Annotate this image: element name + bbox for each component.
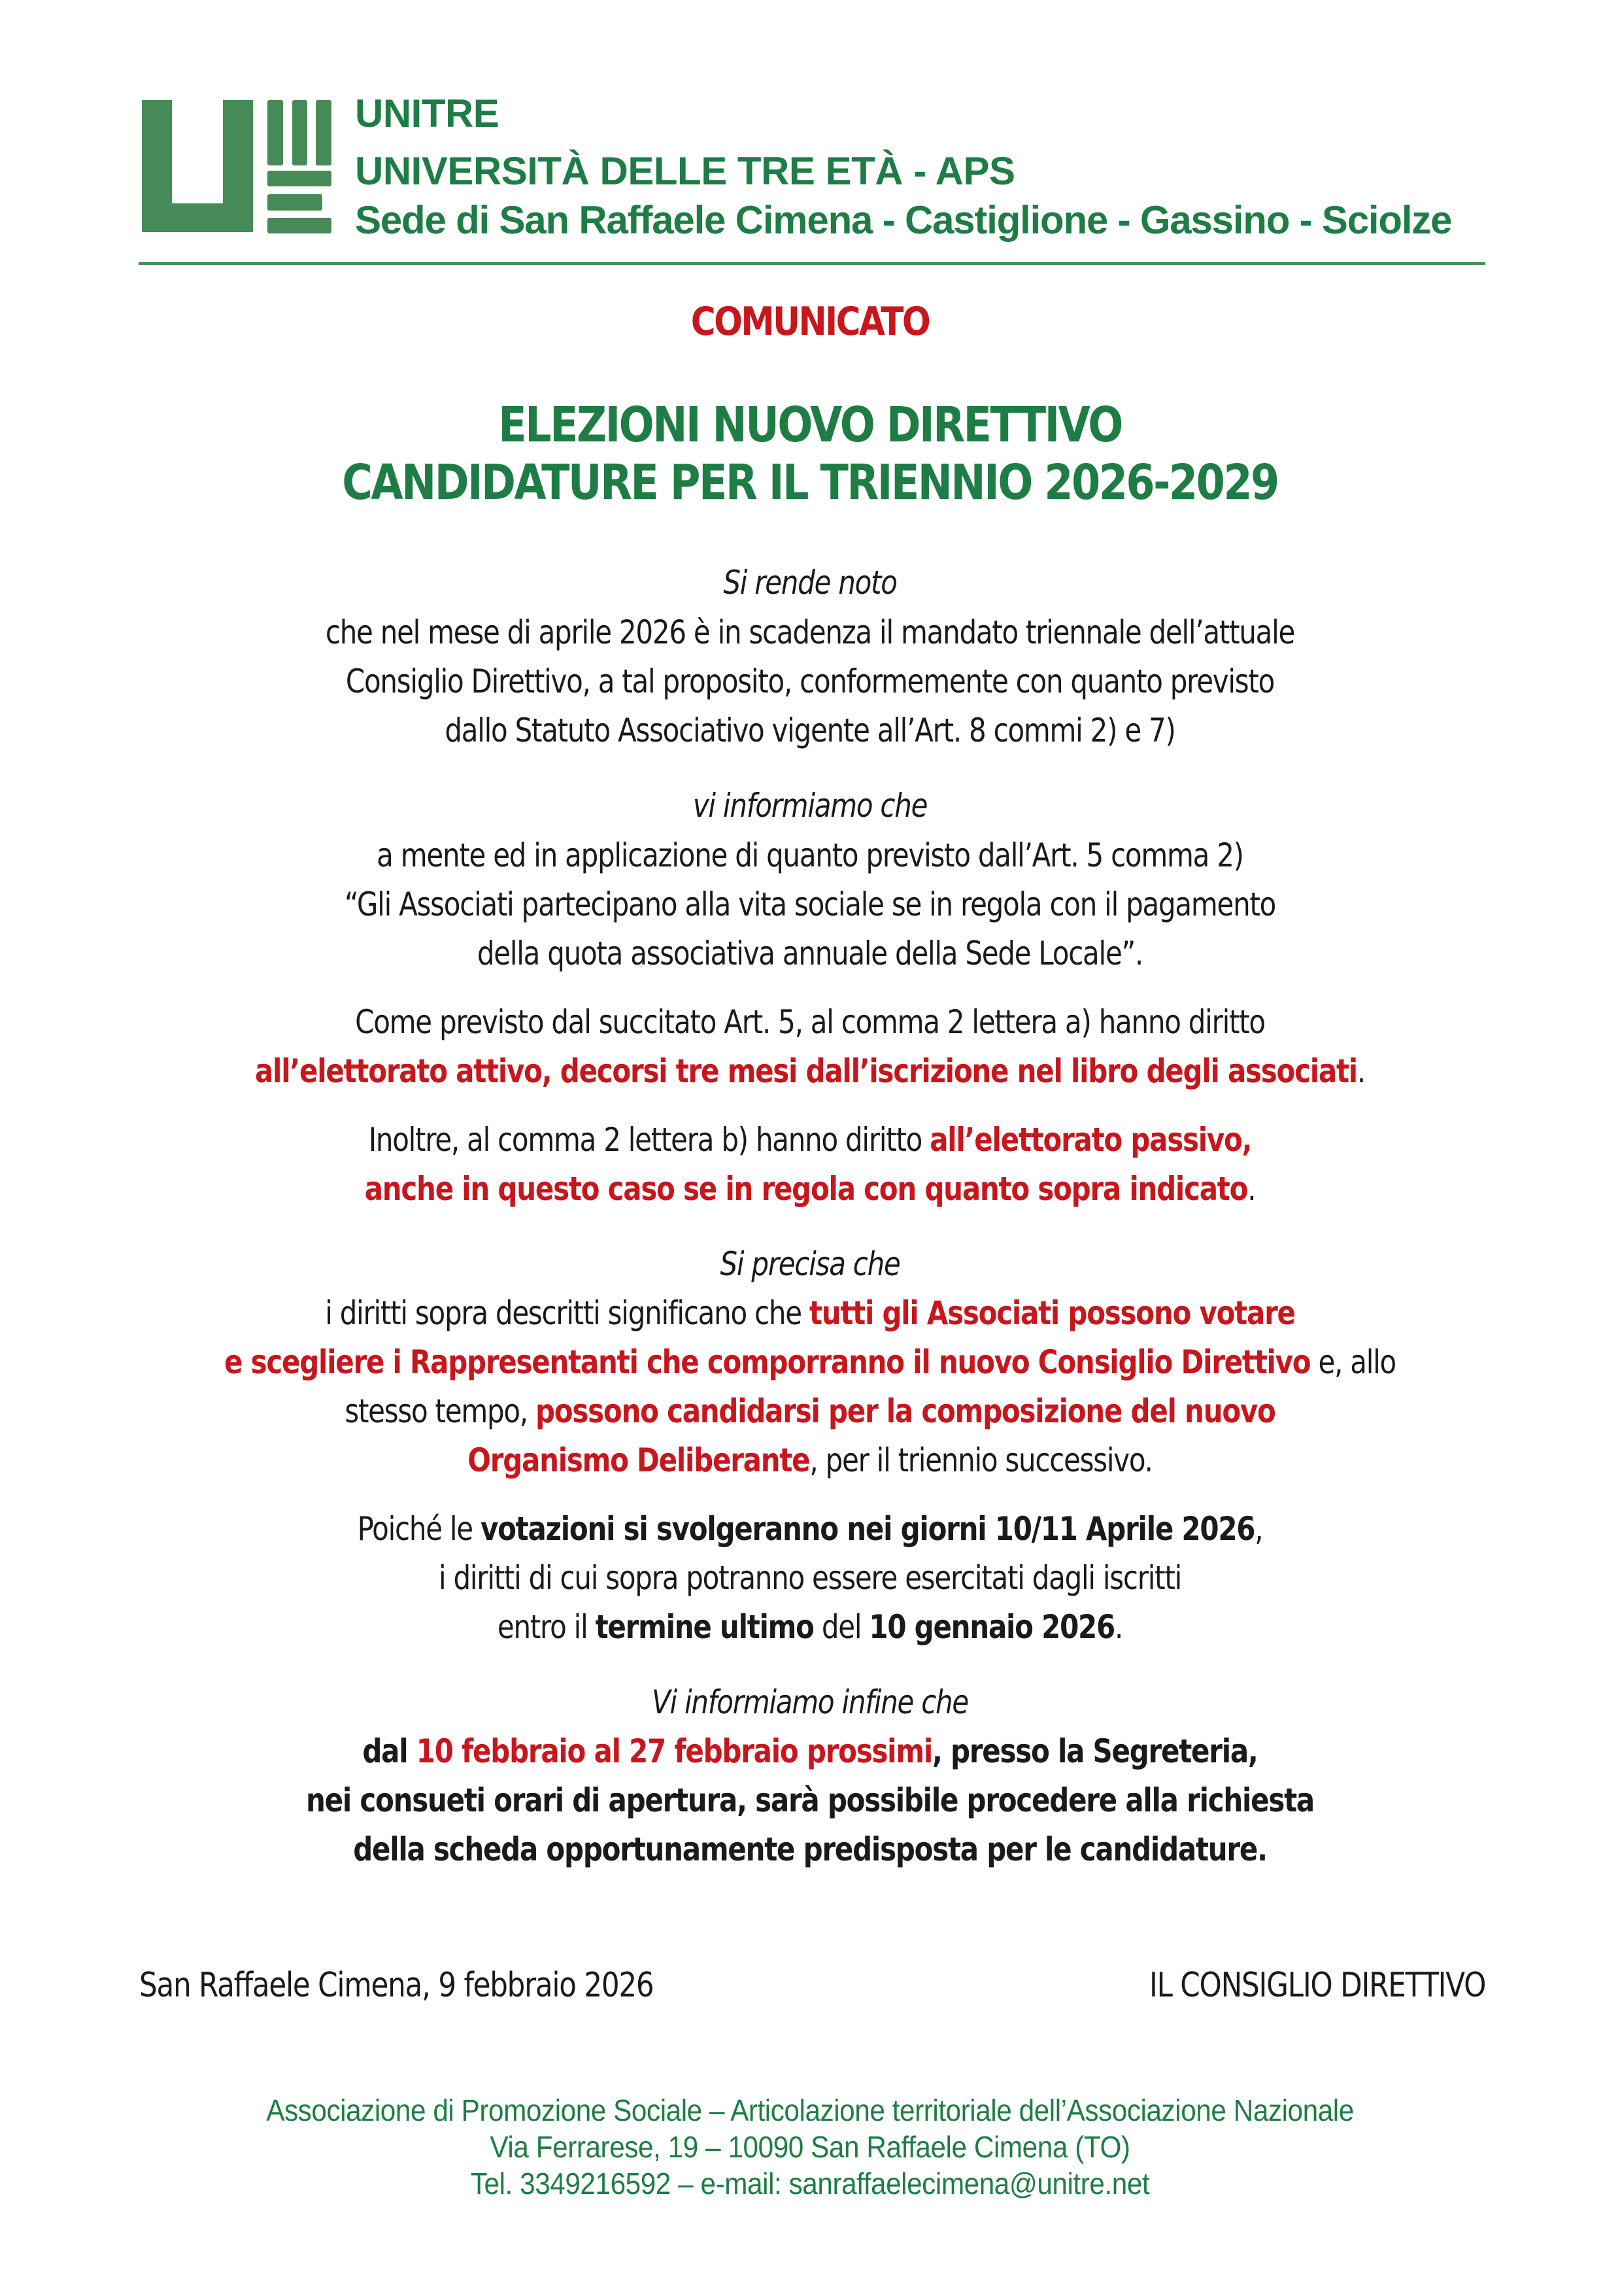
p6-line-1: Poiché le votazioni si svolgeranno nei giorni 10/11 Aprile 2026, — [357, 1510, 1263, 1548]
p6-line-2: i diritti di cui sopra potranno essere esercitati dagli iscritti — [439, 1559, 1181, 1597]
p3-line-1: Come previsto dal succitato Art. 5, al comma 2 lettera a) hanno diritto — [355, 1003, 1265, 1041]
p5-intro: Si precisa che — [720, 1245, 900, 1283]
p1-line: dallo Statuto Associativo vigente all’Art. 8 commi 2) e 7) — [445, 711, 1175, 749]
voting-dates: votazioni si svolgeranno nei giorni 10/11 Aprile 2026 — [480, 1510, 1255, 1548]
title-line-2: CANDIDATURE PER IL TRIENNIO 2026-2029 — [342, 454, 1278, 511]
passive-electorate-text: all’elettorato passivo, — [930, 1121, 1252, 1159]
p1-line: che nel mese di aprile 2026 è in scadenza il mandato triennale dell’attuale — [325, 613, 1295, 651]
p3-line-2: all’elettorato attivo, decorsi tre mesi dall’iscrizione nel libro degli associati. — [254, 1052, 1366, 1090]
p5-line-4: Organismo Deliberante, per il triennio successivo. — [467, 1441, 1153, 1479]
signatory: IL CONSIGLIO DIRETTIVO — [1149, 1966, 1485, 2005]
p4-line-2: anche in questo caso se in regola con quanto sopra indicato. — [364, 1170, 1256, 1208]
place-and-date: San Raffaele Cimena, 9 febbraio 2026 — [139, 1966, 654, 2005]
p7-intro: Vi informiamo infine che — [652, 1683, 968, 1721]
header-divider — [139, 262, 1485, 265]
brand-name: UNITRE — [355, 92, 499, 135]
p5-line-2: e scegliere i Rappresentanti che comporranno il nuovo Consiglio Direttivo e, allo — [224, 1343, 1396, 1381]
deadline-date: 10 gennaio 2026 — [869, 1608, 1115, 1646]
p5-line-1: i diritti sopra descritti significano che tutti gli Associati possono votare — [325, 1294, 1295, 1332]
p2-line: “Gli Associati partecipano alla vita sociale se in regola con il pagamento — [344, 885, 1276, 923]
p7-line-1: dal 10 febbraio al 27 febbraio prossimi, presso la Segreteria, — [362, 1732, 1258, 1770]
p4-line-1: Inoltre, al comma 2 lettera b) hanno diritto all’elettorato passivo, — [368, 1121, 1252, 1159]
footer-address: Via Ferrarese, 19 – 10090 San Raffaele Cimena (TO) — [490, 2130, 1130, 2164]
p2-intro: vi informiamo che — [692, 787, 928, 825]
p6-line-3: entro il termine ultimo del 10 gennaio 2026. — [497, 1608, 1123, 1646]
p7-line-3: della scheda opportunamente predisposta per le candidature. — [353, 1830, 1267, 1868]
p1-line: Consiglio Direttivo, a tal proposito, conformemente con quanto previsto — [345, 662, 1275, 700]
footer-association: Associazione di Promozione Sociale – Articolazione territoriale dell’Associazione Nazionale — [266, 2093, 1354, 2127]
application-period: 10 febbraio al 27 febbraio prossimi — [416, 1732, 932, 1770]
title-line-1: ELEZIONI NUOVO DIRETTIVO — [498, 397, 1122, 453]
active-electorate-text: all’elettorato attivo, decorsi tre mesi dall’iscrizione nel libro degli associati — [254, 1052, 1357, 1090]
p7-line-2: nei consueti orari di apertura, sarà possibile procedere alla richiesta — [305, 1781, 1315, 1819]
p1-intro: Si rende noto — [723, 564, 897, 602]
p2-line: della quota associativa annuale della Sede Locale”. — [477, 934, 1143, 972]
organization-name: UNIVERSITÀ DELLE TRE ETÀ - APS — [355, 149, 1015, 193]
unitre-logo-icon — [139, 100, 333, 235]
seats-list: Sede di San Raffaele Cimena - Castiglione - Gassino - Sciolze — [355, 198, 1452, 242]
notice-label: COMUNICATO — [690, 299, 930, 345]
p2-line: a mente ed in applicazione di quanto previsto dall’Art. 5 comma 2) — [377, 836, 1243, 874]
p5-line-3: stesso tempo, possono candidarsi per la composizione del nuovo — [345, 1392, 1275, 1430]
footer-contact: Tel. 3349216592 – e-mail: sanraffaelecimena@unitre.net — [470, 2167, 1150, 2201]
